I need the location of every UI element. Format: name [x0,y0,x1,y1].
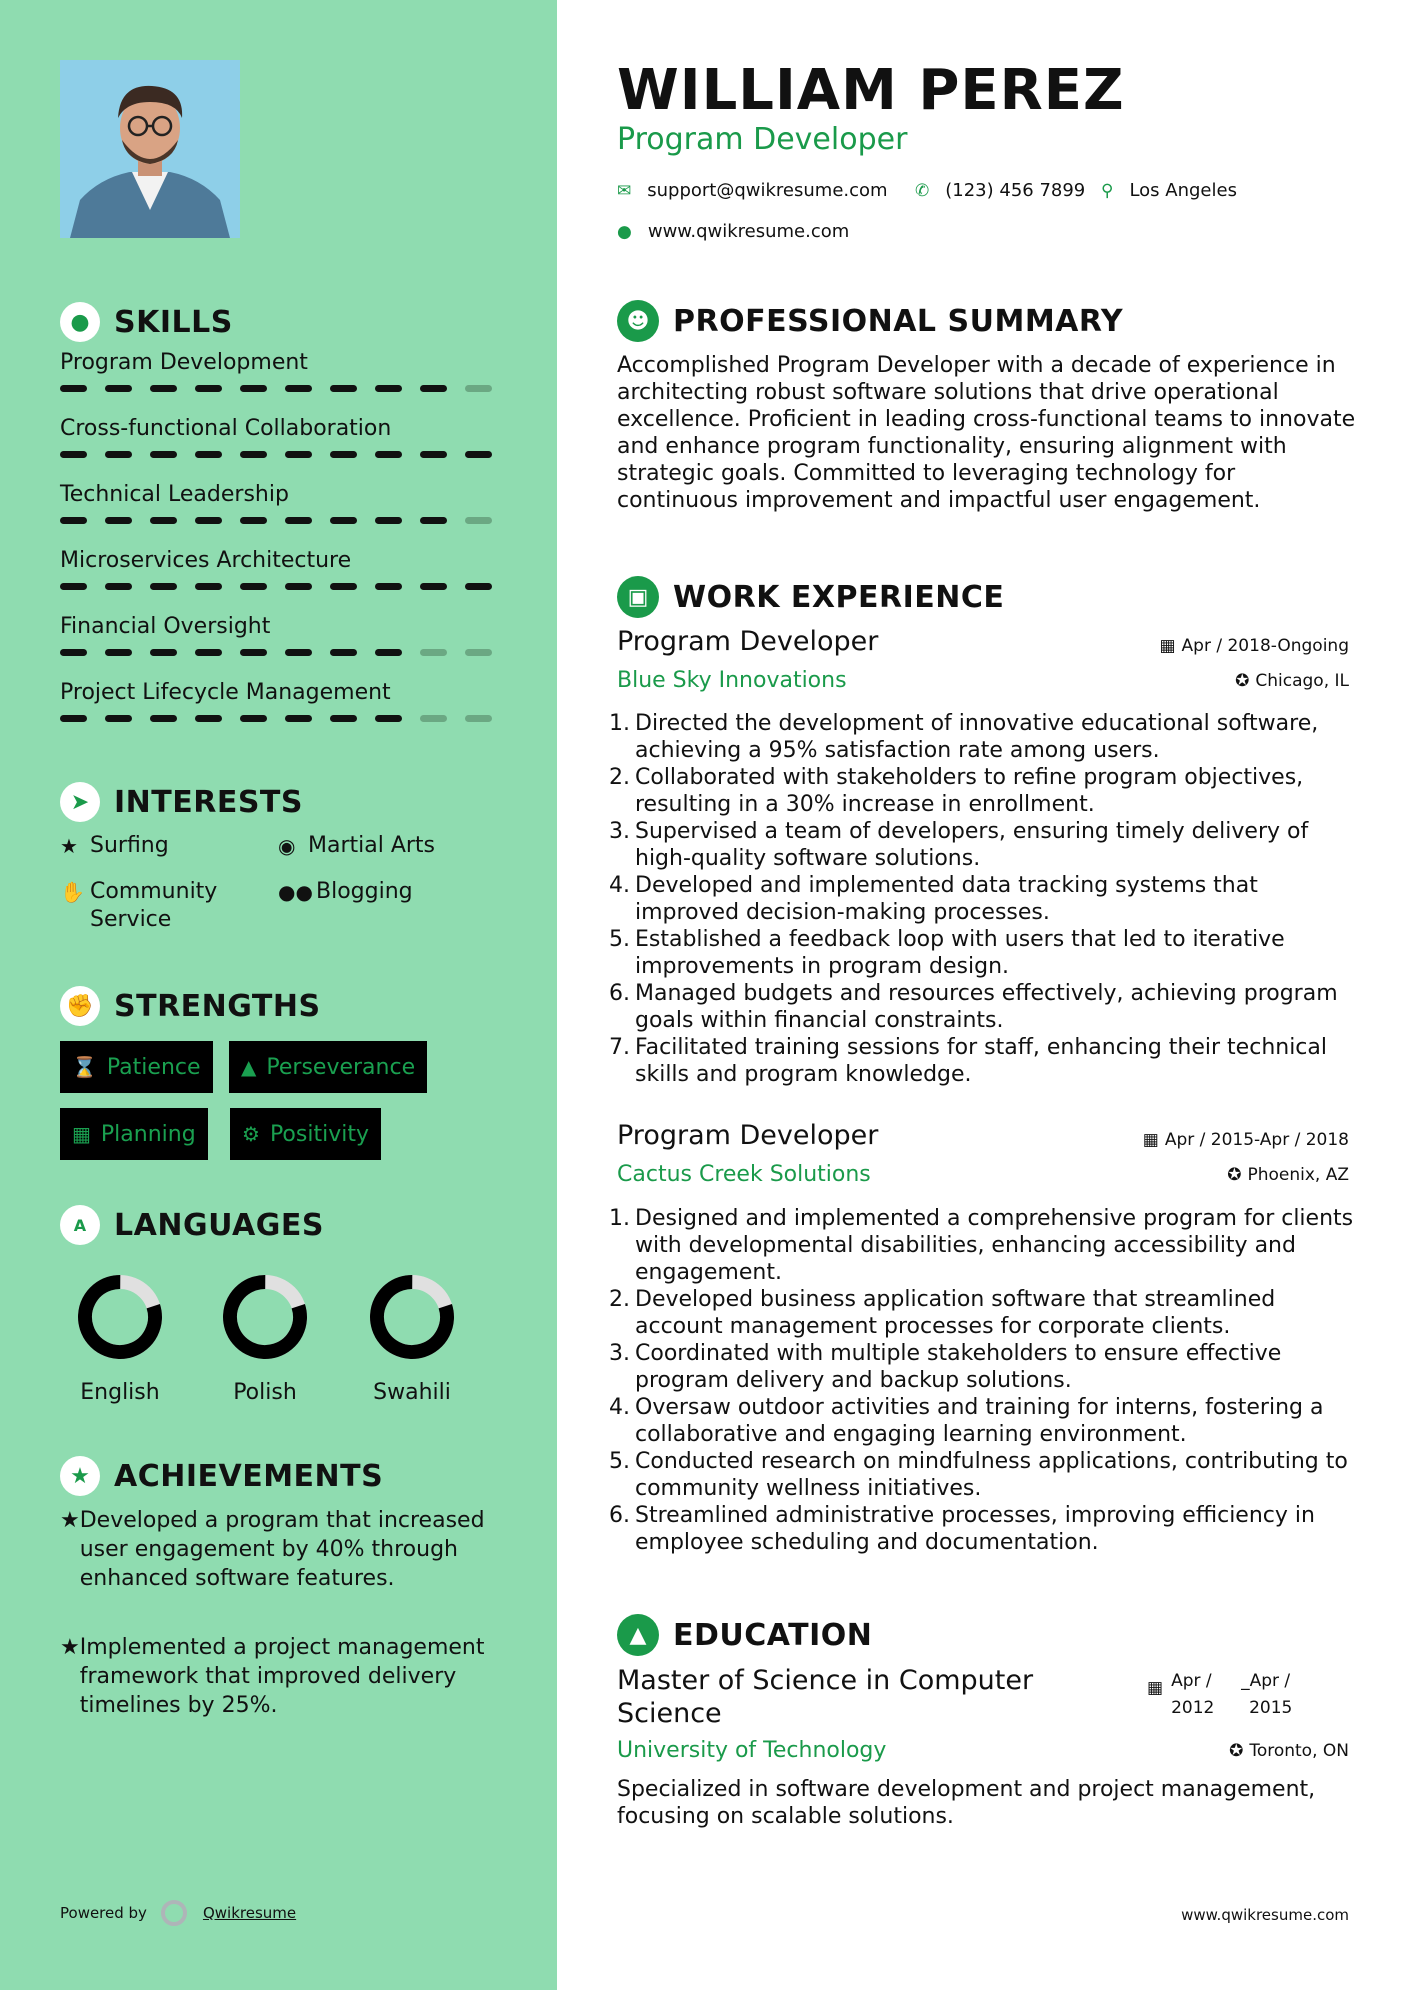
candidate-name: WILLIAM PEREZ [617,58,1125,123]
skill-level-segment [465,649,492,656]
skill-label: Microservices Architecture [60,548,352,573]
duty-item [609,926,1367,980]
duty-item [609,1205,1367,1286]
skills-header [60,302,233,342]
skill-level-segment [375,451,402,458]
duty-item [609,1286,1367,1340]
strength-badge [229,1041,427,1093]
job-company: Blue Sky Innovations [617,668,847,693]
achievement-text: Implemented a project management framework that improved delivery timelines by 25%. [79,1635,485,1718]
skill-level-segment [465,583,492,590]
skill-item [60,548,500,590]
job-location-text: Phoenix, AZ [1247,1165,1349,1185]
translate-icon: A [60,1205,100,1245]
education-end-year: 2015 [1249,1698,1293,1718]
duty-number: 1. [609,1206,630,1231]
duty-text: Oversaw outdoor activities and training for interns, fostering a collaborative and engaging learning environment. [635,1395,1324,1447]
duty-number: 6. [609,1503,630,1528]
skill-level-segment [330,649,357,656]
skill-level-segment [420,385,447,392]
skill-level-segment [240,517,267,524]
duty-item [609,764,1367,818]
skill-level-segment [105,649,132,656]
skill-item [60,416,500,458]
powered-by-label: Powered by [60,1904,147,1922]
duty-item [609,710,1367,764]
education-school: University of Technology [617,1738,887,1763]
skill-level-segment [285,649,312,656]
skill-level-segment [240,583,267,590]
pushpin-icon: ✪ [1227,1165,1242,1185]
summary-header [617,300,1123,342]
skill-level-segment [330,385,357,392]
education-header [617,1614,872,1656]
interest-label: Blogging [316,879,413,904]
skill-level-segment [285,583,312,590]
skill-level-segment [60,385,87,392]
duty-number: 4. [609,1395,630,1420]
job-location-text: Chicago, IL [1255,671,1349,691]
education-dates [1147,1668,1311,1722]
skill-level-segment [420,649,447,656]
email-text: support@qwikresume.com [647,180,888,201]
duty-text: Developed and implemented data tracking systems that improved decision-making processes. [635,873,1258,925]
skill-level-segment [465,517,492,524]
duty-number: 7. [609,1035,630,1060]
languages-header [60,1205,324,1245]
interests-title: INTERESTS [114,784,303,820]
skill-item [60,350,500,392]
language-label: English [80,1380,160,1405]
skill-level-segment [285,517,312,524]
road-icon: ▲ [241,1055,257,1079]
experience-title: WORK EXPERIENCE [673,579,1005,615]
skill-level-segment [150,451,177,458]
skill-level-segment [330,451,357,458]
summary-text: Accomplished Program Developer with a decade of experience in architecting robust software solutions that drive operational excellence. Proficient in leading cross-functional teams to innovate and enhance program functionality, ensuring alignment with strategic goals. Committed to leveraging technology for continuous improvement and impactful user engagement. [617,353,1356,513]
candidate-title: Program Developer [617,122,908,157]
language-item [70,1272,170,1405]
language-ring-fill [76,1273,164,1361]
duty-item [609,872,1367,926]
job-dates-text: Apr / 2018-Ongoing [1181,636,1349,656]
skill-label: Cross-functional Collaboration [60,416,392,441]
star-icon: ★ [60,1508,80,1533]
interests-header [60,782,303,822]
footer-url[interactable]: www.qwikresume.com [1181,1906,1349,1924]
skill-label: Technical Leadership [60,482,289,507]
language-ring-fill [368,1273,456,1361]
duty-number: 5. [609,1449,630,1474]
language-ring-fill [221,1273,309,1361]
skill-level-segment [240,715,267,722]
job-location [1235,671,1349,691]
graduation-cap-icon: ▲ [617,1614,659,1656]
skill-level-segment [240,649,267,656]
language-item [215,1272,315,1405]
duty-item [609,1034,1367,1088]
hand-icon: ✋ [60,880,85,904]
skill-level-bar [60,451,500,458]
skill-level-segment [150,715,177,722]
interest-label: Surfing [90,833,169,858]
job-dates [1159,636,1349,656]
skill-level-segment [375,517,402,524]
strengths-header [60,986,321,1026]
skill-level-segment [465,715,492,722]
strength-label: Positivity [269,1121,369,1147]
interest-item [278,832,435,860]
skill-level-segment [105,451,132,458]
duty-number: 2. [609,1287,630,1312]
sidebar [0,0,557,1990]
language-item [362,1272,462,1405]
skill-level-segment [105,715,132,722]
skill-level-segment [420,583,447,590]
education-location [1229,1741,1349,1761]
skill-level-segment [375,649,402,656]
skill-level-segment [375,385,402,392]
skill-level-bar [60,715,500,722]
duty-text: Directed the development of innovative educational software, achieving a 95% satisfaction rate among users. [635,711,1319,763]
skill-level-segment [60,649,87,656]
skill-level-segment [285,715,312,722]
gear-icon: ⚙ [242,1122,260,1146]
strength-badge [230,1108,381,1160]
skill-level-segment [285,385,312,392]
duty-item [609,1340,1367,1394]
achievement-item [60,1506,490,1593]
duty-number: 2. [609,765,630,790]
job-company: Cactus Creek Solutions [617,1162,871,1187]
star-icon: ★ [60,834,78,858]
strength-label: Perseverance [266,1054,416,1080]
skill-level-segment [195,451,222,458]
education-location-text: Toronto, ON [1249,1741,1349,1761]
skill-item [60,614,500,656]
languages-title: LANGUAGES [114,1207,324,1243]
duty-text: Designed and implemented a comprehensive program for clients with developmental disabilities, enhancing accessibility and engagement. [635,1206,1354,1285]
language-label: Swahili [373,1380,451,1405]
star-badge-icon: ★ [60,1456,100,1496]
skill-level-segment [330,583,357,590]
education-end-month: _Apr / [1241,1671,1291,1691]
skill-level-segment [195,583,222,590]
powered-by [60,1900,296,1926]
globe-icon: ◉ [278,834,296,858]
skill-level-segment [420,517,447,524]
skill-label: Project Lifecycle Management [60,680,391,705]
skill-item [60,482,500,524]
skill-level-segment [330,715,357,722]
duty-text: Supervised a team of developers, ensuring timely delivery of high-quality software solutions. [635,819,1309,871]
skill-level-segment [375,583,402,590]
language-level-ring [215,1272,315,1362]
education-degree: Master of Science in Computer Science [617,1665,1034,1729]
interest-item [60,878,260,934]
pushpin-icon: ✪ [1235,671,1250,691]
skill-level-segment [465,451,492,458]
skill-level-segment [285,451,312,458]
skill-level-segment [105,385,132,392]
skill-level-segment [150,385,177,392]
duty-number: 4. [609,873,630,898]
achievements-title: ACHIEVEMENTS [114,1458,384,1494]
achievement-text: Developed a program that increased user engagement by 40% through enhanced software features. [79,1508,485,1591]
skill-level-bar [60,517,500,524]
phone-text: (123) 456 7899 [945,180,1086,201]
duty-number: 1. [609,711,630,736]
contact-location [1101,180,1237,201]
duty-text: Established a feedback loop with users that led to iterative improvements in program design. [635,927,1285,979]
email-icon: ✉ [617,180,632,201]
job-dates [1143,1130,1349,1150]
calendar-icon: ▦ [1159,636,1176,656]
duty-text: Conducted research on mindfulness applications, contributing to community wellness initiatives. [635,1449,1348,1501]
skill-level-segment [150,583,177,590]
duty-text: Developed business application software that streamlined account management processes for corporate clients. [635,1287,1276,1339]
job-role: Program Developer [617,1120,879,1151]
skill-level-segment [375,715,402,722]
education-text: Specialized in software development and project management, focusing on scalable solutions. [617,1777,1316,1829]
education-start-month: Apr / [1171,1671,1212,1691]
duty-item [609,1394,1367,1448]
office-chair-icon: ▣ [617,576,659,618]
duty-number: 5. [609,927,630,952]
location-text: Los Angeles [1129,180,1237,201]
skill-level-segment [465,385,492,392]
duty-item [609,1448,1367,1502]
interest-item [278,878,413,906]
duty-text: Managed budgets and resources effectively, achieving program goals within financial constraints. [635,981,1338,1033]
map-pin-icon: ⚲ [1101,180,1114,201]
skill-item [60,680,500,722]
job-duties [609,1205,1367,1556]
profile-photo [60,60,240,238]
skill-level-segment [330,517,357,524]
skill-level-segment [60,451,87,458]
duty-text: Facilitated training sessions for staff, enhancing their technical skills and program knowledge. [635,1035,1328,1087]
education-title: EDUCATION [673,1617,873,1653]
job-location [1227,1165,1349,1185]
job-dates-text: Apr / 2015-Apr / 2018 [1164,1130,1349,1150]
globe-icon: ● [617,221,632,242]
skill-level-segment [150,649,177,656]
contact-phone [915,180,1085,201]
education-start-year: 2012 [1171,1698,1215,1718]
language-level-ring [362,1272,462,1362]
language-level-ring [70,1272,170,1362]
star-icon: ★ [60,1635,80,1660]
phone-icon: ✆ [915,180,930,201]
pushpin-icon: ✪ [1229,1741,1244,1761]
job-role: Program Developer [617,626,879,657]
duty-text: Streamlined administrative processes, improving efficiency in employee scheduling and documentation. [635,1503,1315,1555]
strengths-title: STRENGTHS [114,988,321,1024]
interest-label: Martial Arts [308,833,436,858]
skill-label: Financial Oversight [60,614,271,639]
main-content [557,0,1407,1990]
skill-level-segment [240,451,267,458]
duty-number: 6. [609,981,630,1006]
interest-item [60,832,169,860]
language-label: Polish [233,1380,297,1405]
calendar-icon: ▦ [1147,1678,1164,1698]
achievement-item [60,1633,490,1720]
skills-title: SKILLS [114,304,233,340]
contact-email[interactable] [617,180,888,201]
website-text: www.qwikresume.com [647,221,850,242]
skill-level-bar [60,649,500,656]
skill-level-segment [105,517,132,524]
skill-level-segment [60,715,87,722]
skill-level-segment [240,385,267,392]
skill-level-segment [195,385,222,392]
skill-level-segment [105,583,132,590]
paper-plane-icon: ➤ [60,782,100,822]
duty-number: 3. [609,819,630,844]
strength-label: Patience [106,1054,201,1080]
qwikresume-link[interactable]: Qwikresume [202,1904,297,1922]
duty-text: Coordinated with multiple stakeholders to ensure effective program delivery and backup solutions. [635,1341,1282,1393]
calendar-icon: ▦ [1142,1130,1159,1150]
interest-label: Community Service [90,879,218,932]
skill-level-segment [420,451,447,458]
skill-level-segment [195,715,222,722]
summary-title: PROFESSIONAL SUMMARY [673,303,1124,339]
skill-level-bar [60,385,500,392]
user-icon: ☻ [617,300,659,342]
hourglass-icon: ⌛ [72,1055,97,1079]
job-duties [609,710,1367,1088]
lightbulb-icon: ● [60,302,100,342]
skill-label: Program Development [60,350,308,375]
skill-level-segment [150,517,177,524]
qwikresume-logo-icon [161,1900,187,1926]
strength-badge [60,1041,213,1093]
skill-level-segment [195,517,222,524]
experience-header [617,576,1004,618]
users-icon: ●● [278,880,313,904]
skill-level-segment [60,517,87,524]
duty-text: Collaborated with stakeholders to refine program objectives, resulting in a 30% increase in enrollment. [635,765,1304,817]
skill-level-segment [60,583,87,590]
skill-level-bar [60,583,500,590]
strength-badge [60,1108,208,1160]
fist-icon: ✊ [60,986,100,1026]
contact-website[interactable] [617,221,849,242]
duty-item [609,980,1367,1034]
duty-item [609,1502,1367,1556]
calendar-icon: ▦ [72,1122,91,1146]
strength-label: Planning [100,1121,196,1147]
duty-number: 3. [609,1341,630,1366]
skill-level-segment [195,649,222,656]
duty-item [609,818,1367,872]
achievements-header [60,1456,383,1496]
skill-level-segment [420,715,447,722]
